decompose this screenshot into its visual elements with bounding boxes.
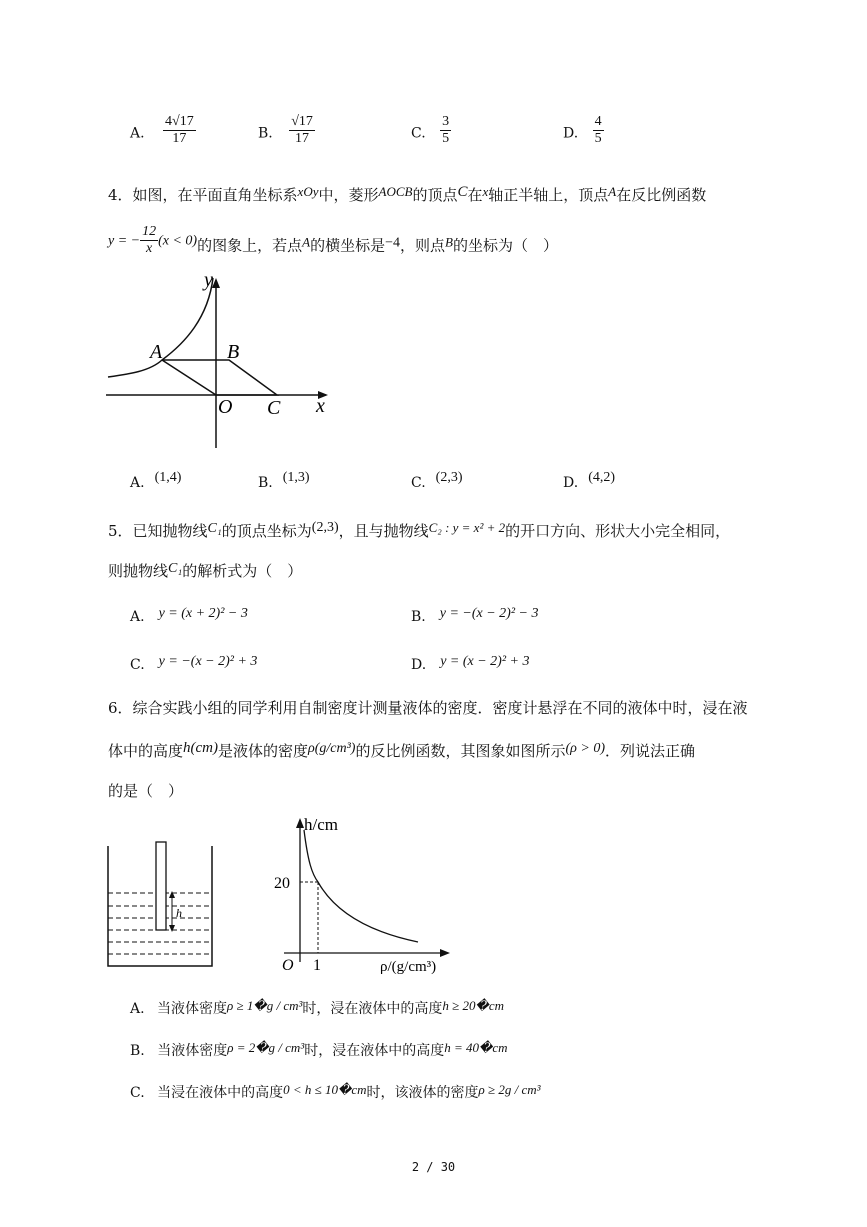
h-axis-arrow bbox=[296, 818, 304, 828]
label-h-cm: h/cm bbox=[304, 815, 338, 834]
q5-line1: 5．已知抛物线C₁的顶点坐标为(2,3)，且与抛物线C₂ : y = x² + 2的开口方向、形状大小完全相同， bbox=[108, 520, 731, 540]
q4-option-b[interactable]: B. (1,3) bbox=[258, 470, 310, 491]
q4-figure bbox=[100, 268, 340, 453]
q5-option-d[interactable]: D. y = (x − 2)² + 3 bbox=[411, 654, 530, 673]
q6-line2: 体中的高度h(cm)是液体的密度ρ(g/cm³)的反比例函数，其图象如图所示(ρ > 0)．列说法正确 bbox=[108, 740, 696, 760]
q3-option-c-frac: $\frac{3}{5}$ bbox=[442, 114, 450, 147]
q6-line3: 的是（ ） bbox=[108, 782, 184, 800]
q3-option-b[interactable]: B. $\frac{√17}{17}$ bbox=[258, 114, 313, 147]
q3-option-a[interactable]: A. $\frac{4√17}{17}$ bbox=[130, 114, 194, 147]
label-x: x bbox=[316, 395, 325, 417]
height-arrow-top bbox=[169, 891, 175, 898]
label-o: O bbox=[218, 396, 233, 418]
q6-graph-figure bbox=[270, 812, 460, 977]
label-o: O bbox=[282, 957, 294, 974]
q3-option-d[interactable]: D. $\frac{4}{5}$ bbox=[563, 114, 602, 147]
rhombus-aocb bbox=[162, 360, 277, 395]
label-b: B bbox=[227, 341, 240, 363]
q6-line1: 6．综合实践小组的同学利用自制密度计测量液体的密度．密度计悬浮在不同的液体中时，浸在液 bbox=[108, 699, 748, 717]
rho-axis-arrow bbox=[440, 949, 450, 957]
label-a: A bbox=[150, 341, 163, 363]
label-20: 20 bbox=[274, 875, 290, 892]
q4-option-c[interactable]: C. (2,3) bbox=[411, 470, 463, 491]
q5-option-a[interactable]: A. y = (x + 2)² − 3 bbox=[130, 606, 248, 625]
q6-option-a[interactable]: A. 当液体密度ρ ≥ 1�g / cm³时，浸在液体中的高度h ≥ 20�cm bbox=[130, 998, 505, 1017]
q3-option-a-frac: $\frac{4√17}{17}$ bbox=[165, 114, 194, 147]
q6-beaker-figure bbox=[100, 838, 220, 973]
q5-option-c[interactable]: C. y = −(x − 2)² + 3 bbox=[130, 654, 258, 673]
q6-option-c[interactable]: C. 当浸在液体中的高度0 < h ≤ 10�cm时，该液体的密度ρ ≥ 2g / cm³ bbox=[130, 1082, 541, 1101]
inverse-curve bbox=[304, 830, 418, 942]
q4-option-d[interactable]: D. (4,2) bbox=[563, 470, 616, 491]
q3-option-c[interactable]: C. $\frac{3}{5}$ bbox=[411, 114, 450, 147]
q3-option-b-frac: $\frac{√17}{17}$ bbox=[291, 114, 313, 147]
q4-line1: 4．如图，在平面直角坐标系xOy中，菱形AOCB的顶点C在x轴正半轴上，顶点A在反比例函数 bbox=[108, 184, 707, 204]
q3-option-d-frac: $\frac{4}{5}$ bbox=[594, 114, 602, 147]
page-number: 2 / 30 bbox=[411, 1160, 456, 1174]
densimeter-rod bbox=[156, 842, 166, 930]
q4-func-frac: $\frac{12}{x}$ bbox=[142, 224, 157, 257]
height-arrow-bottom bbox=[169, 925, 175, 932]
q5-option-b[interactable]: B. y = −(x − 2)² − 3 bbox=[411, 606, 539, 625]
label-c: C bbox=[267, 397, 281, 419]
label-1: 1 bbox=[313, 957, 321, 974]
q5-line2: 则抛物线C₁的解析式为（ ） bbox=[108, 561, 303, 580]
q6-option-b[interactable]: B. 当液体密度ρ = 2�g / cm³时，浸在液体中的高度h = 40�cm bbox=[130, 1040, 508, 1059]
q4-option-a[interactable]: A. (1,4) bbox=[130, 470, 182, 491]
label-h: h bbox=[176, 906, 182, 920]
label-rho-unit: ρ/(g/cm³) bbox=[380, 959, 437, 975]
label-y: y bbox=[204, 269, 213, 291]
q4-line2: y = − $\frac{12}{x}$ (x < 0)的图象上，若点A的横坐标是−4，则点B的坐标为（ ） bbox=[108, 224, 558, 257]
